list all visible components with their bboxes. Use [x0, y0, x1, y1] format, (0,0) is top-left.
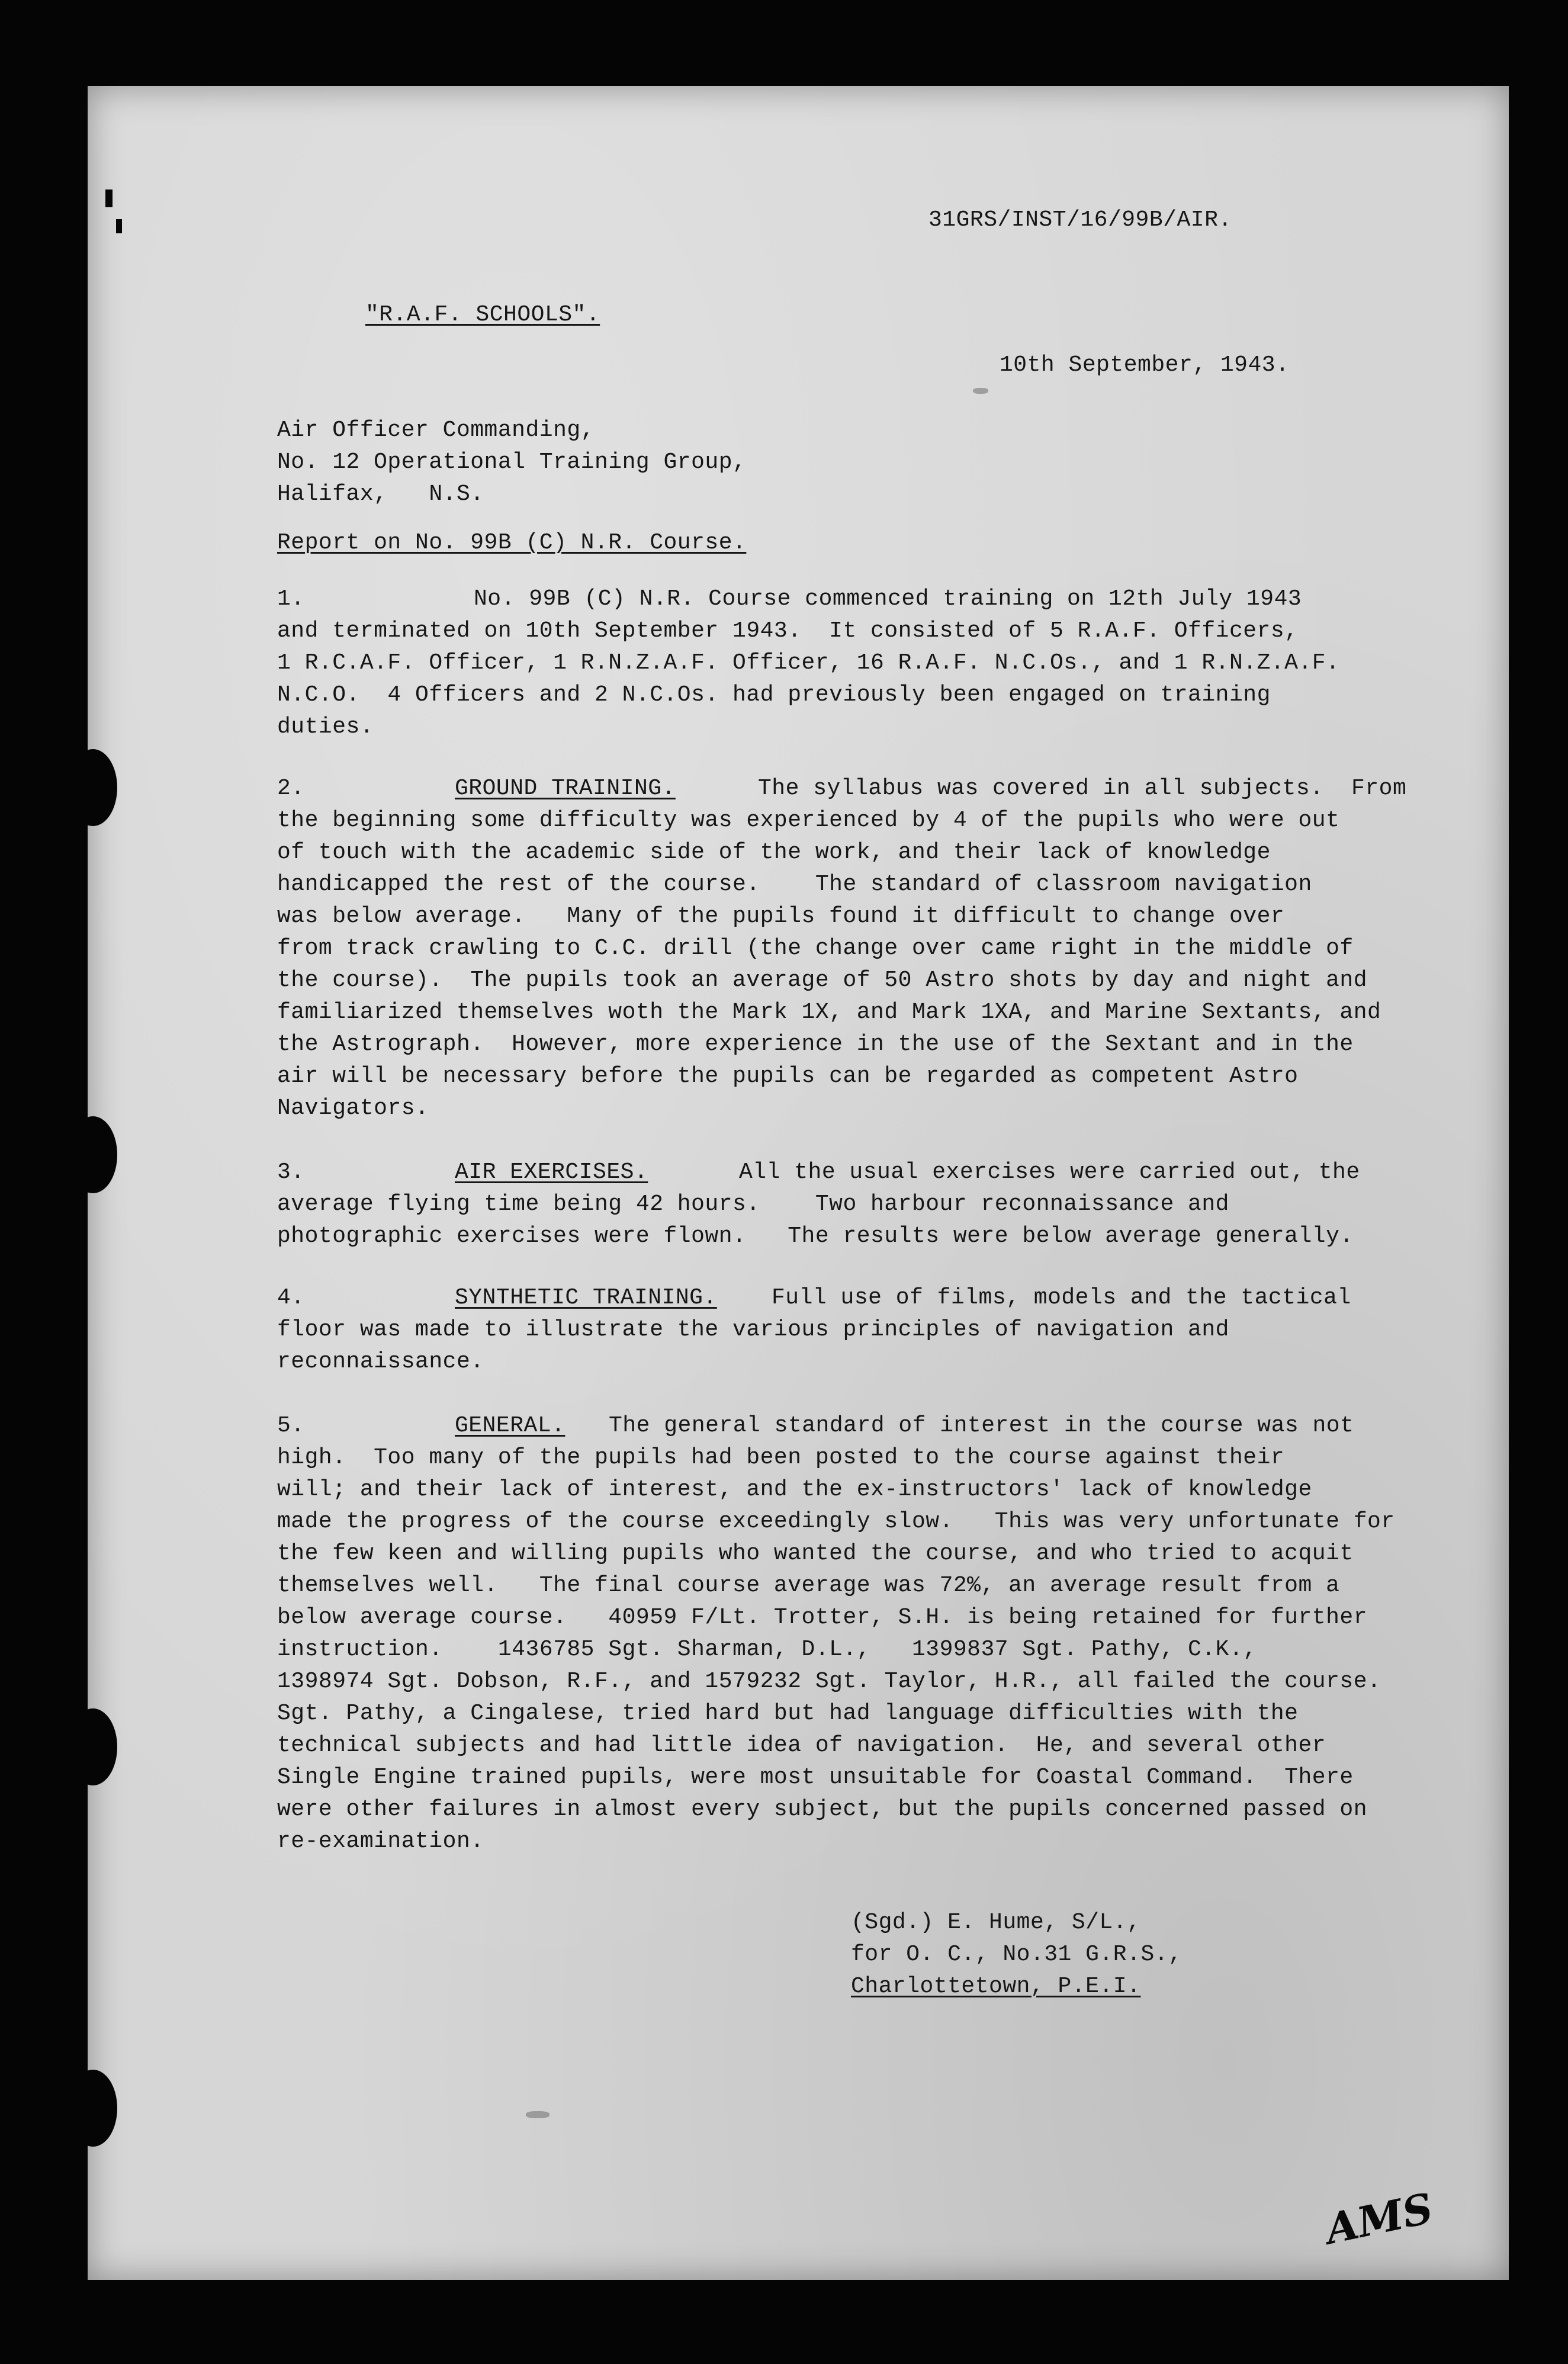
handwritten-initials: AMS: [1321, 2183, 1437, 2254]
section-heading-general: GENERAL.: [455, 1413, 565, 1438]
paragraph-line: Sgt. Pathy, a Cingalese, tried hard but had language difficulties with the: [277, 1701, 1299, 1726]
paragraph-line: instruction. 1436785 Sgt. Sharman, D.L., 1399837 Sgt. Pathy, C.K.,: [277, 1637, 1257, 1662]
paragraph-line: Single Engine trained pupils, were most unsuitable for Coastal Command. There: [277, 1765, 1354, 1790]
addressee-line: No. 12 Operational Training Group,: [277, 449, 747, 475]
punch-hole: [88, 2070, 117, 2147]
paragraph-line: themselves well. The final course average was 72%, an average result from a: [277, 1573, 1340, 1598]
paragraph-number: 3.: [277, 1159, 305, 1185]
paragraph-line: The general standard of interest in the course was not: [609, 1413, 1354, 1438]
paragraph-line: technical subjects and had little idea of navigation. He, and several other: [277, 1733, 1326, 1758]
paragraph-line: below average course. 40959 F/Lt. Trotter, S.H. is being retained for further: [277, 1605, 1367, 1630]
section-heading-ground-training: GROUND TRAINING.: [455, 776, 676, 801]
paragraph-line: re-examination.: [277, 1829, 484, 1854]
paragraph-line: N.C.O. 4 Officers and 2 N.C.Os. had previously been engaged on training: [277, 682, 1271, 708]
paragraph-line: 1398974 Sgt. Dobson, R.F., and 1579232 Sgt. Taylor, H.R., all failed the course.: [277, 1669, 1381, 1694]
paragraph-line: duties.: [277, 714, 374, 740]
signature-line: for O. C., No.31 G.R.S.,: [851, 1942, 1183, 1967]
paragraph-line: and terminated on 10th September 1943. It consisted of 5 R.A.F. Officers,: [277, 618, 1299, 644]
document-date: 10th September, 1943.: [1000, 352, 1290, 378]
addressee-line: Air Officer Commanding,: [277, 417, 595, 443]
paragraph-line: will; and their lack of interest, and the ex-instructors' lack of knowledge: [277, 1477, 1312, 1502]
paragraph-line: floor was made to illustrate the various principles of navigation and: [277, 1317, 1229, 1342]
paragraph-line: was below average. Many of the pupils found it difficult to change over: [277, 904, 1285, 929]
smudge: [973, 388, 988, 394]
paragraph-line: of touch with the academic side of the work, and their lack of knowledge: [277, 840, 1271, 865]
paragraph-line: the Astrograph. However, more experience in the use of the Sextant and in the: [277, 1032, 1354, 1057]
paragraph-number: 5.: [277, 1413, 305, 1438]
paragraph-line: 1 R.C.A.F. Officer, 1 R.N.Z.A.F. Officer, 16 R.A.F. N.C.Os., and 1 R.N.Z.A.F.: [277, 650, 1340, 676]
paragraph-line: the beginning some difficulty was experienced by 4 of the pupils who were out: [277, 808, 1340, 833]
addressee-line: Halifax, N.S.: [277, 481, 484, 507]
paragraph-line: Full use of films, models and the tactical: [772, 1285, 1351, 1311]
paragraph-line: The syllabus was covered in all subjects. From: [758, 776, 1407, 801]
signature-line: (Sgd.) E. Hume, S/L.,: [851, 1910, 1141, 1935]
edge-mark: [105, 189, 113, 207]
edge-mark: [116, 219, 122, 233]
paragraph-line: the few keen and willing pupils who wanted the course, and who tried to acquit: [277, 1541, 1354, 1566]
paragraph-line: were other failures in almost every subject, but the pupils concerned passed on: [277, 1797, 1367, 1822]
punch-hole: [88, 1708, 117, 1785]
paragraph-line: handicapped the rest of the course. The standard of classroom navigation: [277, 872, 1312, 897]
paragraph-line: Navigators.: [277, 1096, 429, 1121]
punch-hole: [88, 1116, 117, 1193]
paragraph-number: 4.: [277, 1285, 305, 1311]
paragraph-line: air will be necessary before the pupils can be regarded as competent Astro: [277, 1064, 1299, 1089]
section-heading-synthetic-training: SYNTHETIC TRAINING.: [455, 1285, 717, 1311]
classification-heading: "R.A.F. SCHOOLS".: [365, 302, 600, 327]
paragraph-line: made the progress of the course exceedingly slow. This was very unfortunate for: [277, 1509, 1395, 1534]
document-page: [88, 86, 1509, 2280]
smudge: [526, 2111, 550, 2118]
paragraph-line: photographic exercises were flown. The results were below average generally.: [277, 1223, 1354, 1249]
paragraph-line: average flying time being 42 hours. Two harbour reconnaissance and: [277, 1191, 1229, 1217]
paragraph-line: the course). The pupils took an average of 50 Astro shots by day and night and: [277, 968, 1367, 993]
paragraph-line: reconnaissance.: [277, 1349, 484, 1374]
paragraph-line: from track crawling to C.C. drill (the change over came right in the middle of: [277, 936, 1354, 961]
paragraph-number: 2.: [277, 776, 305, 801]
signature-line: Charlottetown, P.E.I.: [851, 1974, 1141, 1999]
paragraph-number: 1.: [277, 586, 305, 612]
report-subject: Report on No. 99B (C) N.R. Course.: [277, 530, 747, 555]
paragraph-line: No. 99B (C) N.R. Course commenced training on 12th July 1943: [474, 586, 1302, 612]
paragraph-line: high. Too many of the pupils had been posted to the course against their: [277, 1445, 1285, 1470]
punch-hole: [88, 749, 117, 826]
section-heading-air-exercises: AIR EXERCISES.: [455, 1159, 648, 1185]
paragraph-line: familiarized themselves woth the Mark 1X, and Mark 1XA, and Marine Sextants, and: [277, 1000, 1381, 1025]
paragraph-line: All the usual exercises were carried out, the: [739, 1159, 1360, 1185]
reference-number: 31GRS/INST/16/99B/AIR.: [928, 207, 1232, 233]
